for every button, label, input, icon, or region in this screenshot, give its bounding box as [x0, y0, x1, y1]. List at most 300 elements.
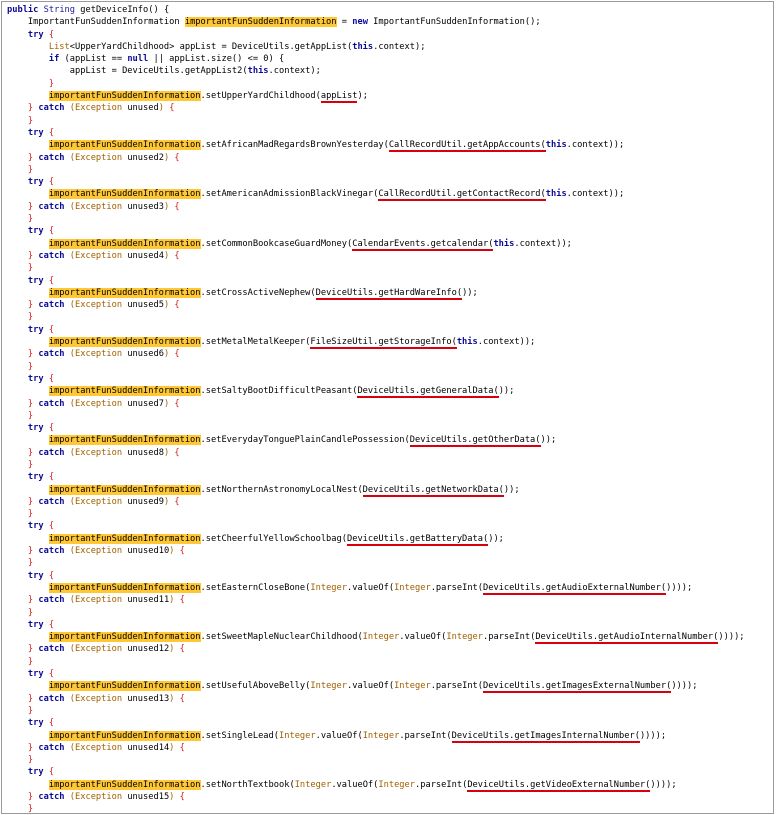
- code-line-catch: [7, 594, 772, 606]
- code-line-catch: [7, 643, 772, 655]
- keyword-catch: catch: [38, 447, 65, 458]
- code-line-close: [7, 754, 772, 766]
- brace: }: [27, 755, 34, 766]
- keyword-this: this: [545, 140, 567, 151]
- valueof-call: .valueOf(: [331, 779, 379, 790]
- parseint-call: .parseInt(: [430, 582, 484, 593]
- brace: {: [48, 29, 55, 40]
- brace: }: [27, 595, 34, 606]
- brace: {: [179, 595, 185, 606]
- call-close: ));: [608, 189, 625, 200]
- brace: }: [27, 447, 34, 458]
- exception-open: (: [69, 300, 76, 311]
- brace: }: [27, 459, 34, 470]
- code-line-try: [7, 275, 772, 287]
- keyword-catch: catch: [38, 398, 65, 409]
- highlighted-variable: importantFunSuddenInformation: [48, 533, 201, 544]
- keyword-catch: catch: [38, 742, 65, 753]
- underlined-call: DeviceUtils.getAudioInternalNumber: [535, 632, 714, 643]
- code-line-close: [7, 164, 772, 176]
- exception-open: (: [69, 398, 76, 409]
- unused-var: unused4: [127, 250, 164, 261]
- brace: {: [179, 546, 185, 557]
- brace: {: [48, 570, 55, 581]
- brace: {: [48, 521, 55, 532]
- code-line-close: [7, 262, 772, 274]
- brace: }: [27, 300, 34, 311]
- exception-close: ): [163, 201, 170, 212]
- code-line-close: [7, 557, 772, 569]
- keyword-if: if: [48, 54, 60, 65]
- setter-method: .setCrossActiveNephew(: [200, 287, 316, 298]
- underlined-paren: (: [456, 287, 463, 298]
- keyword-try: try: [27, 226, 44, 237]
- exception-open: (: [69, 250, 76, 261]
- setter-method: .setAmericanAdmissionBlackVinegar(: [200, 189, 379, 200]
- code-line-catch: [7, 447, 772, 459]
- exception-close: ): [163, 447, 170, 458]
- method-open: () {: [148, 5, 170, 15]
- decl-class: ImportantFunSuddenInformation: [27, 17, 180, 28]
- unused-var: unused: [127, 103, 159, 114]
- unused-var: unused6: [127, 349, 164, 360]
- setter-method: .setCheerfulYellowSchoolbag(: [200, 533, 347, 544]
- code-line-if: [7, 53, 772, 65]
- code-line-catch: [7, 693, 772, 705]
- exception-type: Exception: [75, 742, 123, 753]
- setter-method: .setNorthTextbook(: [200, 779, 295, 790]
- exception-close: ): [163, 250, 170, 261]
- if-rest: || appList.size() <= 0) {: [148, 54, 285, 65]
- code-line-setter: [7, 434, 772, 446]
- code-line-setter: [7, 336, 772, 348]
- underlined-call: DeviceUtils.getImagesExternalNumber: [483, 681, 667, 692]
- underlined-paren: (: [493, 386, 499, 397]
- list-generic: <UpperYardChildhood>: [69, 41, 175, 52]
- setter-end: );: [357, 91, 368, 102]
- keyword-catch: catch: [38, 693, 65, 704]
- underlined-call: DeviceUtils.getAudioExternalNumber: [483, 582, 661, 593]
- brace: }: [27, 792, 34, 802]
- code-line-setter: [7, 730, 772, 742]
- code-line-try: [7, 766, 772, 778]
- brace: {: [174, 201, 180, 212]
- decl-end: ();: [524, 17, 541, 28]
- code-line-catch: [7, 102, 772, 114]
- highlighted-variable: importantFunSuddenInformation: [48, 287, 201, 298]
- highlighted-variable: importantFunSuddenInformation: [48, 681, 201, 692]
- underlined-call: DeviceUtils.getNetworkData: [362, 484, 499, 495]
- underlined-paren: (: [666, 681, 672, 692]
- exception-type: Exception: [75, 103, 123, 114]
- context-end: .context);: [268, 66, 321, 77]
- keyword-try: try: [27, 275, 44, 286]
- parseint-call: .parseInt(: [430, 681, 484, 692]
- code-line-try: [7, 176, 772, 188]
- brace: {: [169, 103, 175, 114]
- exception-type: Exception: [75, 250, 123, 261]
- brace: }: [27, 705, 34, 716]
- integer-type: Integer: [362, 730, 400, 741]
- brace: }: [27, 410, 34, 421]
- setter-method: .setSaltyBootDifficultPeasant(: [200, 386, 358, 397]
- keyword-this: this: [456, 337, 478, 348]
- integer-type: Integer: [279, 730, 316, 741]
- exception-open: (: [69, 201, 76, 212]
- keyword-catch: catch: [38, 201, 65, 212]
- unused-var: unused9: [127, 496, 164, 507]
- decl-ctor: ImportantFunSuddenInformation: [373, 17, 525, 28]
- code-line-close: [7, 361, 772, 373]
- underlined-call: CallRecordUtil.getContactRecord: [378, 189, 541, 200]
- code-line-setter: [7, 385, 772, 397]
- exception-close: ): [169, 792, 175, 802]
- unused-var: unused3: [127, 201, 164, 212]
- underlined-call: CalendarEvents.getcalendar: [352, 238, 489, 249]
- call-close: ));: [488, 533, 504, 544]
- exception-close: ): [163, 300, 170, 311]
- brace: {: [174, 250, 180, 261]
- context-arg: .context: [514, 238, 557, 249]
- exception-type: Exception: [75, 792, 123, 802]
- code-line-applist2: [7, 65, 772, 77]
- code-line-catch: [7, 545, 772, 557]
- highlighted-variable: importantFunSuddenInformation: [48, 140, 201, 151]
- context-arg: .context: [566, 140, 609, 151]
- brace: }: [27, 558, 34, 569]
- code-line-try: [7, 324, 772, 336]
- exception-open: (: [69, 447, 76, 458]
- return-type: String: [43, 5, 76, 15]
- keyword-try: try: [27, 619, 44, 630]
- brace: {: [179, 742, 185, 753]
- integer-type: Integer: [394, 681, 431, 692]
- brace: }: [27, 115, 34, 126]
- setter-method: .setSweetMapleNuclearChildhood(: [200, 632, 363, 643]
- keyword-try: try: [27, 669, 44, 680]
- brace: {: [48, 226, 55, 237]
- code-line-setter: [7, 484, 772, 496]
- brace: {: [179, 792, 185, 802]
- integer-type: Integer: [362, 632, 400, 643]
- underlined-paren: (: [488, 238, 494, 249]
- unused-var: unused10: [127, 546, 170, 557]
- unused-var: unused14: [127, 742, 170, 753]
- underlined-paren: (: [535, 435, 541, 446]
- keyword-catch: catch: [38, 300, 65, 311]
- brace: }: [27, 250, 34, 261]
- underlined-paren: (: [645, 779, 651, 790]
- valueof-call: .valueOf(: [347, 681, 395, 692]
- exception-type: Exception: [75, 693, 123, 704]
- unused-var: unused15: [127, 792, 170, 802]
- highlighted-variable: importantFunSuddenInformation: [48, 435, 201, 446]
- keyword-this: this: [493, 238, 515, 249]
- exception-close: ): [163, 152, 170, 163]
- brace: }: [27, 361, 34, 372]
- call-close: ))));: [671, 681, 698, 692]
- highlighted-variable: importantFunSuddenInformation: [48, 91, 201, 102]
- brace: }: [27, 263, 34, 274]
- keyword-this: this: [545, 189, 567, 200]
- call-close: ))));: [639, 730, 667, 741]
- keyword-try: try: [27, 767, 44, 778]
- code-line-close: [7, 607, 772, 619]
- code-line-setter: [7, 90, 772, 102]
- brace: {: [48, 324, 55, 335]
- setter-method: .setMetalMetalKeeper(: [200, 337, 311, 348]
- exception-type: Exception: [75, 201, 123, 212]
- keyword-catch: catch: [38, 644, 65, 655]
- setter-method: .setCommonBookcaseGuardMoney(: [200, 238, 353, 249]
- brace: {: [174, 496, 180, 507]
- highlighted-variable: importantFunSuddenInformation: [48, 238, 201, 249]
- keyword-try: try: [27, 718, 44, 729]
- keyword-try: try: [27, 472, 44, 483]
- exception-open: (: [69, 595, 76, 606]
- brace: }: [27, 496, 34, 507]
- brace: }: [27, 742, 34, 753]
- integer-type: Integer: [378, 779, 416, 790]
- exception-type: Exception: [75, 349, 123, 360]
- setter-method: .setAfricanMadRegardsBrownYesterday(: [200, 140, 389, 151]
- keyword-catch: catch: [38, 349, 65, 360]
- brace: {: [174, 447, 180, 458]
- code-line-try: [7, 520, 772, 532]
- exception-open: (: [69, 496, 76, 507]
- brace: }: [48, 78, 55, 89]
- unused-var: unused12: [127, 644, 170, 655]
- keyword-catch: catch: [38, 103, 65, 114]
- code-line-catch: [7, 496, 772, 508]
- exception-open: (: [69, 349, 76, 360]
- underlined-call: DeviceUtils.getBatteryData: [346, 533, 483, 544]
- applist-decl: appList = DeviceUtils.getAppList(: [174, 41, 353, 52]
- brace: }: [27, 103, 34, 114]
- highlighted-variable: importantFunSuddenInformation: [48, 386, 201, 397]
- setter-blocks: [7, 127, 772, 814]
- brace: }: [27, 398, 34, 409]
- code-line-try: [7, 570, 772, 582]
- code-line-try: [7, 471, 772, 483]
- highlighted-variable: importantFunSuddenInformation: [48, 730, 201, 741]
- brace: {: [179, 693, 185, 704]
- brace: {: [48, 767, 55, 778]
- code-line-setter: [7, 188, 772, 200]
- code-line-catch: [7, 348, 772, 360]
- exception-type: Exception: [75, 152, 123, 163]
- underlined-call: CallRecordUtil.getAppAccounts: [388, 140, 541, 151]
- underlined-call: DeviceUtils.getOtherData: [409, 435, 536, 446]
- code-line-try: [7, 225, 772, 237]
- call-close: ));: [503, 484, 520, 495]
- code-line-catch: [7, 250, 772, 262]
- brace: }: [27, 349, 34, 360]
- brace: {: [174, 398, 180, 409]
- brace: {: [48, 619, 55, 630]
- keyword-catch: catch: [38, 250, 65, 261]
- code-line-close: [7, 115, 772, 127]
- exception-open: (: [69, 644, 76, 655]
- integer-type: Integer: [394, 582, 431, 593]
- call-close: ))));: [718, 632, 745, 643]
- exception-close: ): [163, 349, 170, 360]
- brace: {: [48, 373, 55, 384]
- keyword-this: this: [247, 66, 269, 77]
- unused-var: unused7: [127, 398, 164, 409]
- keyword-try: try: [27, 423, 44, 434]
- brace: }: [27, 312, 34, 323]
- exception-type: Exception: [75, 300, 123, 311]
- brace: {: [48, 177, 55, 188]
- code-line-close: [7, 803, 772, 814]
- exception-close: ): [158, 103, 164, 114]
- brace: {: [48, 718, 55, 729]
- underlined-paren: (: [540, 189, 546, 200]
- keyword-catch: catch: [38, 152, 65, 163]
- keyword-this: this: [352, 41, 374, 52]
- underlined-paren: (: [498, 484, 504, 495]
- call-close: ));: [462, 287, 478, 298]
- brace: {: [48, 472, 55, 483]
- code-line-catch: [7, 742, 772, 754]
- brace: {: [174, 300, 180, 311]
- valueof-call: .valueOf(: [399, 632, 447, 643]
- applist2-call: appList = DeviceUtils.getAppList2(: [69, 66, 248, 77]
- call-close: ));: [519, 337, 536, 348]
- brace: }: [27, 644, 34, 655]
- brace: {: [179, 644, 185, 655]
- exception-open: (: [69, 103, 76, 114]
- brace: {: [174, 152, 180, 163]
- underlined-call: DeviceUtils.getHardWareInfo: [315, 287, 457, 298]
- underlined-argument: appList: [320, 91, 358, 102]
- brace: }: [27, 152, 34, 163]
- context-end: .context);: [373, 41, 426, 52]
- highlighted-variable: importantFunSuddenInformation: [48, 779, 201, 790]
- code-line-setter: [7, 238, 772, 250]
- exception-close: ): [169, 742, 175, 753]
- exception-close: ): [163, 398, 170, 409]
- unused-var: unused5: [127, 300, 164, 311]
- call-close: ));: [556, 238, 572, 249]
- code-line-setter: [7, 779, 772, 791]
- exception-type: Exception: [75, 447, 123, 458]
- exception-close: ): [169, 546, 175, 557]
- call-close: ))));: [650, 779, 677, 790]
- keyword-catch: catch: [38, 496, 65, 507]
- brace: }: [27, 804, 34, 814]
- highlighted-variable: importantFunSuddenInformation: [48, 632, 201, 643]
- integer-type: Integer: [294, 779, 332, 790]
- code-line-try: [7, 373, 772, 385]
- code-line-close: [7, 656, 772, 668]
- code-line-catch: [7, 791, 772, 803]
- parseint-call: .parseInt(: [399, 730, 452, 741]
- code-line-applist: [7, 41, 772, 53]
- underlined-paren: (: [660, 582, 667, 593]
- highlighted-variable: importantFunSuddenInformation: [48, 582, 201, 593]
- setter-method: .setEverydayTonguePlainCandlePossession(: [200, 435, 410, 446]
- brace: }: [27, 164, 34, 175]
- setter-method: .setSingleLead(: [200, 730, 279, 741]
- brace: }: [27, 693, 34, 704]
- keyword-try: try: [27, 570, 44, 581]
- call-close: ));: [498, 386, 515, 397]
- call-close: ));: [608, 140, 625, 151]
- setter-method: .setNorthernAstronomyLocalNest(: [200, 484, 363, 495]
- list-type: List: [48, 41, 70, 52]
- code-line-setter: [7, 287, 772, 299]
- highlighted-variable: importantFunSuddenInformation: [184, 17, 337, 28]
- brace: }: [27, 607, 34, 618]
- integer-type: Integer: [310, 681, 347, 692]
- code-line-close: [7, 705, 772, 717]
- code-line-close: [7, 410, 772, 422]
- underlined-paren: (: [482, 533, 489, 544]
- exception-close: ): [169, 693, 175, 704]
- unused-var: unused8: [127, 447, 164, 458]
- underlined-paren: (: [634, 730, 640, 741]
- unused-var: unused2: [127, 152, 164, 163]
- brace: {: [48, 127, 55, 138]
- code-line-close: [7, 508, 772, 520]
- brace: }: [27, 201, 34, 212]
- decl-assign: =: [336, 17, 353, 28]
- keyword-catch: catch: [38, 792, 65, 802]
- underlined-paren: (: [540, 140, 546, 151]
- underlined-paren: (: [713, 632, 719, 643]
- exception-type: Exception: [75, 595, 123, 606]
- call-close: ));: [540, 435, 557, 446]
- setter-call: .setUpperYardChildhood(: [200, 91, 321, 102]
- keyword-try: try: [27, 177, 44, 188]
- brace: {: [48, 669, 55, 680]
- underlined-call: DeviceUtils.getVideoExternalNumber: [467, 779, 646, 790]
- brace: {: [48, 423, 55, 434]
- keyword-catch: catch: [38, 546, 65, 557]
- code-line-try: [7, 422, 772, 434]
- brace: }: [27, 656, 34, 667]
- parseint-call: .parseInt(: [483, 632, 536, 643]
- unused-var: unused13: [127, 693, 170, 704]
- exception-open: (: [69, 152, 76, 163]
- parseint-call: .parseInt(: [415, 779, 468, 790]
- keyword-try: try: [27, 324, 44, 335]
- code-line-setter: [7, 533, 772, 545]
- brace: {: [48, 275, 55, 286]
- code-listing: [7, 4, 772, 814]
- underlined-paren: (: [451, 337, 457, 348]
- method-name: getDeviceInfo: [80, 5, 149, 15]
- keyword-try: try: [27, 521, 44, 532]
- brace: }: [27, 546, 34, 557]
- underlined-call: DeviceUtils.getImagesInternalNumber: [451, 730, 635, 741]
- code-line-catch: [7, 299, 772, 311]
- valueof-call: .valueOf(: [315, 730, 363, 741]
- exception-type: Exception: [75, 496, 123, 507]
- code-line-setter: [7, 680, 772, 692]
- setter-method: .setUsefulAboveBelly(: [200, 681, 311, 692]
- code-line-close: [7, 311, 772, 323]
- code-line-setter: [7, 582, 772, 594]
- keyword-try: try: [27, 373, 44, 384]
- context-arg: .context: [477, 337, 520, 348]
- exception-close: ): [169, 644, 175, 655]
- code-line-try: [7, 668, 772, 680]
- highlighted-variable: importantFunSuddenInformation: [48, 337, 201, 348]
- code-line-setter: [7, 631, 772, 643]
